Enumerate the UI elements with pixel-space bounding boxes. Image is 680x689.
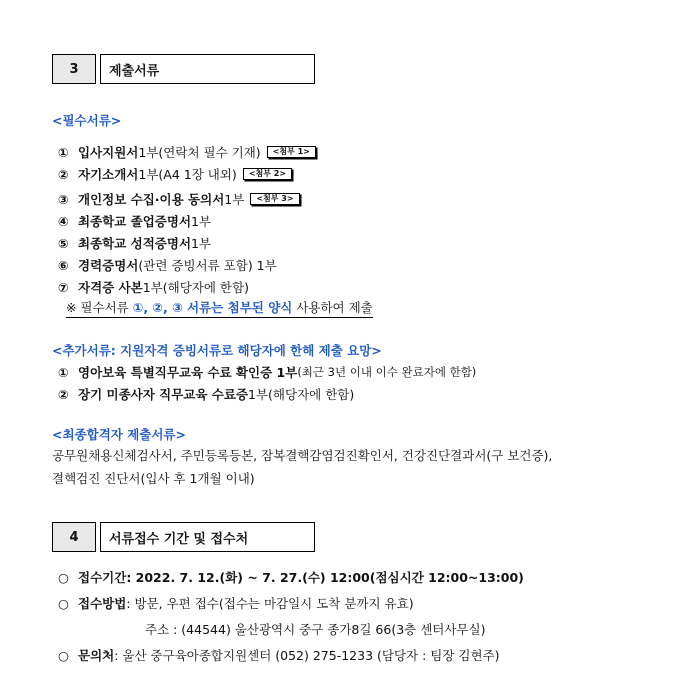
additional-docs-heading: <추가서류: 지원자격 증빙서류로 해당자에 한해 제출 요망> bbox=[52, 343, 382, 358]
contact-value: : 울산 중구육아종합지원센터 (052) 275-1233 (담당자 : 팀장 김현주) bbox=[114, 648, 500, 663]
item-number: ② bbox=[58, 166, 69, 182]
receipt-period bbox=[58, 568, 524, 586]
item-number: ⑥ bbox=[58, 257, 69, 273]
list-item bbox=[58, 190, 300, 208]
item-number: ④ bbox=[58, 213, 69, 229]
period-label: 접수기간 bbox=[78, 570, 127, 585]
item-number: ⑦ bbox=[58, 279, 69, 295]
item-detail: 1부(해당자에 한함) bbox=[248, 387, 355, 402]
item-detail: 1부(해당자에 한함) bbox=[142, 280, 249, 295]
section-4-header bbox=[52, 522, 315, 552]
bullet-icon: ○ bbox=[58, 570, 69, 585]
item-name: 장기 미종사자 직무교육 수료증 bbox=[78, 387, 249, 402]
bullet-icon: ○ bbox=[58, 648, 69, 663]
list-item bbox=[58, 278, 249, 296]
receipt-method bbox=[58, 594, 414, 612]
item-name: 자격증 사본 bbox=[78, 280, 143, 295]
attachment-tag: <첨부 1> bbox=[267, 146, 316, 158]
method-label: 접수방법 bbox=[78, 596, 127, 611]
item-number: ⑤ bbox=[58, 235, 69, 251]
item-name: 최종학교 졸업증명서 bbox=[78, 214, 192, 229]
list-item bbox=[58, 385, 354, 403]
section-title: 제출서류 bbox=[100, 54, 315, 84]
list-item bbox=[58, 143, 316, 161]
item-detail: 1부(연락처 필수 기재) bbox=[138, 145, 261, 160]
item-name: 최종학교 성적증명서 bbox=[78, 236, 192, 251]
item-number: ② bbox=[58, 386, 69, 402]
item-detail: (관련 증빙서류 포함) 1부 bbox=[138, 258, 277, 273]
item-name: 영아보육 특별직무교육 수료 확인증 1부 bbox=[78, 365, 298, 380]
period-value: : 2022. 7. 12.(화) ~ 7. 27.(수) 12:00(점심시간 12:00~13:00) bbox=[126, 570, 524, 585]
item-name: 입사지원서 bbox=[78, 145, 139, 160]
note-prefix: ※ 필수서류 bbox=[66, 300, 133, 315]
item-name: 경력증명서 bbox=[78, 258, 139, 273]
list-item bbox=[58, 165, 292, 183]
receipt-address: 주소 : (44544) 울산광역시 중구 종가8길 66(3층 센터사무실) bbox=[145, 622, 486, 637]
item-number: ① bbox=[58, 144, 69, 160]
item-number: ③ bbox=[58, 191, 69, 207]
item-name: 개인정보 수집·이용 동의서 bbox=[78, 192, 225, 207]
section-title: 서류접수 기간 및 접수처 bbox=[100, 522, 315, 552]
item-detail: 1부 bbox=[191, 214, 212, 229]
note-highlight: ①, ②, ③ 서류는 첨부된 양식 bbox=[132, 300, 293, 315]
list-item bbox=[58, 234, 211, 252]
required-docs-heading: <필수서류> bbox=[52, 113, 122, 128]
item-number: ① bbox=[58, 364, 69, 380]
attachment-tag: <첨부 3> bbox=[250, 193, 299, 205]
item-detail: (최근 3년 이내 이수 완료자에 한함) bbox=[297, 365, 477, 379]
final-docs-line-1: 공무원채용신체검사서, 주민등록등본, 잠복결핵감염검진확인서, 건강진단결과서(구 보건증), bbox=[52, 448, 553, 463]
list-item bbox=[58, 212, 211, 230]
note-suffix: 사용하여 제출 bbox=[292, 300, 373, 315]
bullet-icon: ○ bbox=[58, 596, 69, 611]
attachment-tag: <첨부 2> bbox=[243, 168, 292, 180]
required-docs-note bbox=[66, 298, 373, 318]
final-docs-heading: <최종합격자 제출서류> bbox=[52, 427, 186, 442]
item-detail: 1부 bbox=[224, 192, 245, 207]
list-item bbox=[58, 363, 476, 381]
section-number: 4 bbox=[52, 522, 96, 552]
item-detail: 1부(A4 1장 내외) bbox=[138, 167, 237, 182]
section-3-header bbox=[52, 54, 315, 84]
item-detail: 1부 bbox=[191, 236, 212, 251]
list-item bbox=[58, 256, 277, 274]
section-number: 3 bbox=[52, 54, 96, 84]
final-docs-line-2: 결핵검진 진단서(입사 후 1개월 이내) bbox=[52, 471, 255, 486]
contact-label: 문의처 bbox=[78, 648, 115, 663]
contact-info bbox=[58, 646, 500, 664]
method-value: : 방문, 우편 접수(접수는 마감일시 도착 분까지 유효) bbox=[126, 596, 414, 611]
item-name: 자기소개서 bbox=[78, 167, 139, 182]
